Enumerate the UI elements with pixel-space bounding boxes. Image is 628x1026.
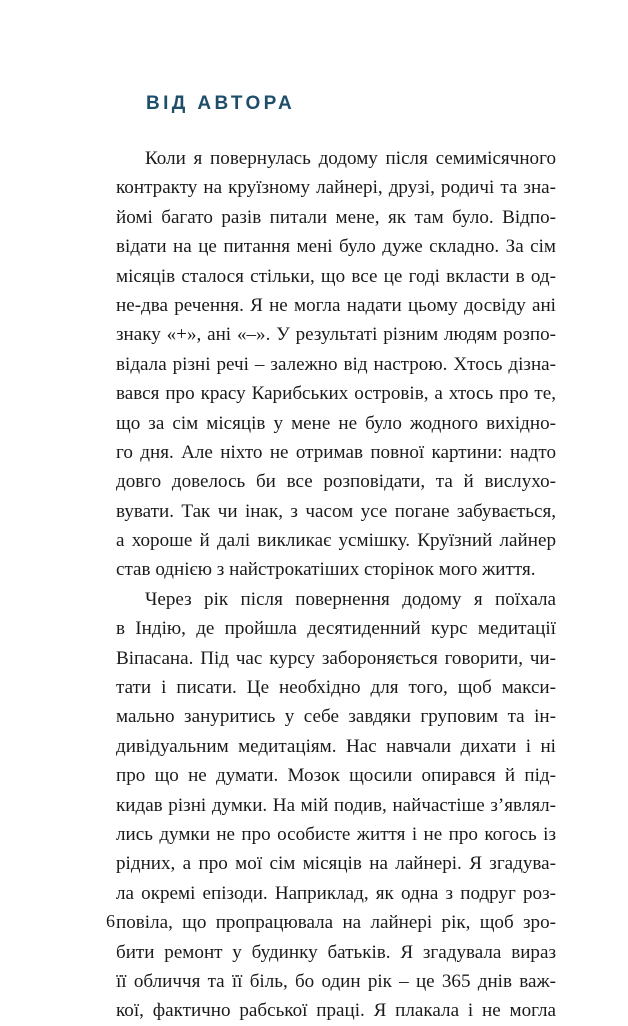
text-line: повіла, що пропрацювала на лайнері рік, щоб зро- bbox=[116, 912, 556, 934]
section-heading: ВІД АВТОРА bbox=[146, 93, 296, 114]
text-line: вувати. Так чи інак, з часом усе погане забувається, bbox=[116, 500, 556, 522]
text-line: йомі багато разів питали мене, як там було. Відпо- bbox=[116, 206, 556, 228]
page-number: 6 bbox=[106, 911, 115, 931]
text-line: місяців сталося стільки, що все це годі вкласти в од- bbox=[116, 265, 556, 287]
text-line: в Індію, де пройшла десятиденний курс медитації bbox=[116, 618, 556, 640]
body-text bbox=[116, 144, 556, 1026]
text-line: знаку «+», ані «–». У результаті різним людям розпо- bbox=[116, 324, 556, 346]
text-line: тати і писати. Це необхідно для того, щоб макси- bbox=[116, 677, 556, 699]
text-line: Коли я повернулась додому після семимісячного bbox=[145, 148, 556, 169]
text-line: не-два речення. Я не могла надати цьому досвіду ані bbox=[116, 294, 556, 316]
text-line: контракту на круїзному лайнері, друзі, родичі та зна- bbox=[116, 177, 556, 199]
text-line: відати на це питання мені було дуже складно. За сім bbox=[116, 236, 556, 258]
text-line: Через рік після повернення додому я поїхала bbox=[145, 588, 556, 610]
text-line: став однією з найстрокатіших сторінок мого життя. bbox=[116, 559, 536, 581]
text-line: відала різні речі – залежно від настрою. Хтось дізна- bbox=[116, 353, 556, 375]
text-line: її обличчя та її біль, бо один рік – це 365 днів важ- bbox=[116, 970, 556, 992]
text-line: кої, фактично рабської праці. Я плакала і не могла bbox=[116, 1000, 556, 1022]
text-line: кидав різні думки. На мій подив, найчастіше з’являл- bbox=[116, 794, 556, 816]
text-line: рідних, а про мої сім місяців на лайнері. Я згадува- bbox=[116, 853, 556, 875]
text-line: бити ремонт у будинку батьків. Я згадувала вираз bbox=[116, 941, 556, 963]
text-line: ла окремі епізоди. Наприклад, як одна з подруг роз- bbox=[116, 882, 556, 904]
text-line: дивідуальним медитаціям. Нас навчали дихати і ні bbox=[116, 735, 556, 757]
text-line: мально зануритись у себе завдяки груповим та ін- bbox=[116, 706, 556, 728]
text-line: вався про красу Карибських островів, а хтось про те, bbox=[116, 383, 556, 405]
text-line: що за сім місяців у мене не було жодного вихідно- bbox=[116, 412, 556, 434]
text-line: Віпасана. Під час курсу забороняється говорити, чи- bbox=[116, 647, 556, 669]
text-line: го дня. Але ніхто не отримав повної картини: надто bbox=[116, 441, 556, 463]
text-line: лись думки не про особисте життя і не про когось із bbox=[116, 823, 556, 845]
text-line: а хороше й далі викликає усмішку. Круїзний лайнер bbox=[116, 530, 556, 552]
text-line: про що не думати. Мозок щосили опирався й під- bbox=[116, 765, 556, 787]
text-line: довго довелось би все розповідати, та й вислухо- bbox=[116, 471, 556, 493]
